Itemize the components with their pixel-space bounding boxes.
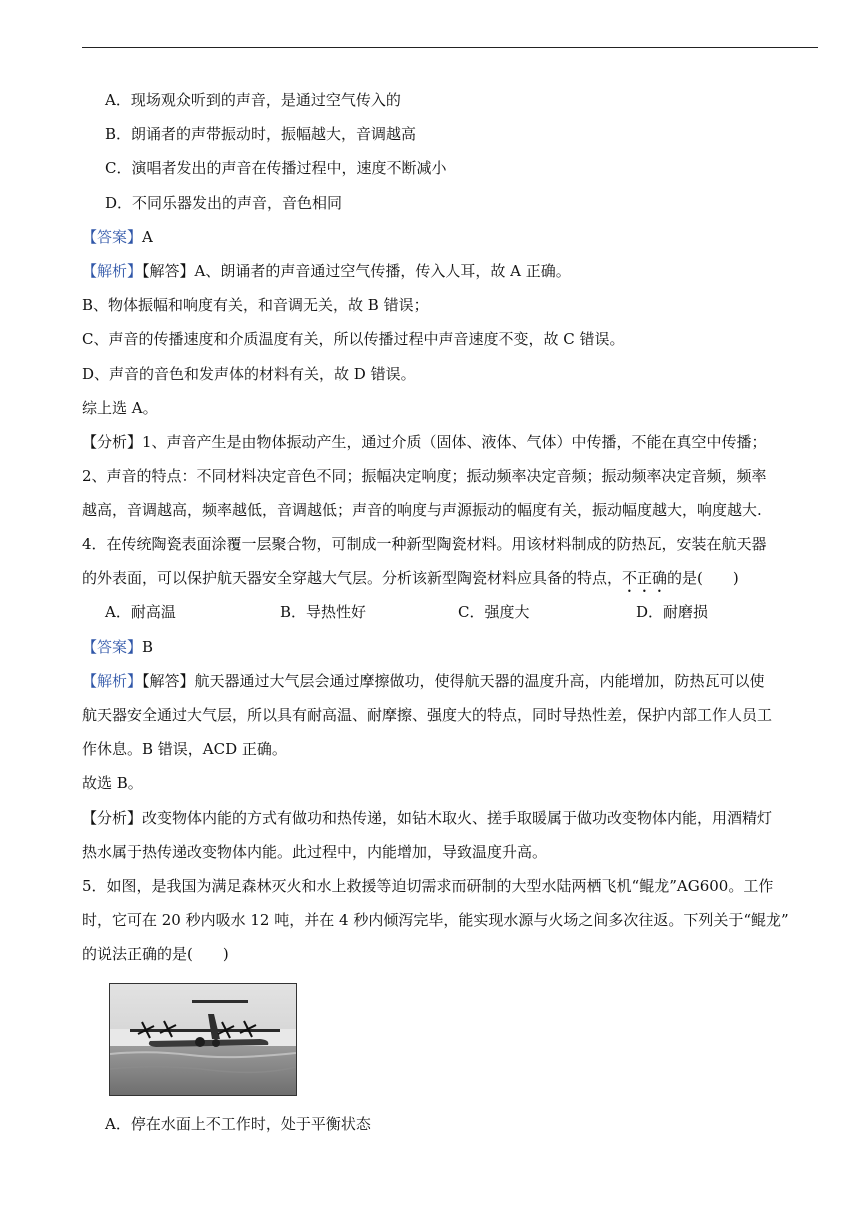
q3-solution-c: C、声音的传播速度和介质温度有关，所以传播过程中声音速度不变，故 C 错误。 (82, 330, 625, 348)
q4-solution-2: 航天器安全通过大气层，所以具有耐高温、耐摩擦、强度大的特点，同时导热性差，保护内部工作人员工 (82, 706, 773, 724)
q4-option-b: B．导热性好 (280, 603, 367, 621)
q3-option-d: D．不同乐器发出的声音，音色相同 (105, 194, 343, 212)
solution-text: 【解答】航天器通过大气层会通过摩擦做功，使得航天器的温度升高，内能增加，防热瓦可以使 (142, 672, 765, 690)
q5-stem-3: 的说法正确的是( ) (82, 945, 229, 963)
solution-text: 【解答】A、朗诵者的声音通过空气传播，传入人耳，故 A 正确。 (142, 262, 571, 280)
q4-stem-2-pre: 的外表面，可以保护航天器安全穿越大气层。分析该新型陶瓷材料应具备的特点， (82, 569, 623, 587)
q3-option-c: C．演唱者发出的声音在传播过程中，速度不断减小 (105, 159, 447, 177)
q3-analysis-2: 2、声音的特点：不同材料决定音色不同；振幅决定响度；振动频率决定音频；振动频率决定音频，频率 (82, 467, 767, 485)
answer-tag: 【答案】 (82, 638, 143, 656)
q4-solution-1 (82, 671, 765, 691)
q3-analysis-3: 越高，音调越高，频率越低，音调越低；声音的响度与声源振动的幅度有关，振动幅度越大，响度越大. (82, 501, 762, 519)
q5-stem-1: 5．如图，是我国为满足森林灭火和水上救援等迫切需求而研制的大型水陆两栖飞机“鲲龙”AG600。工作 (82, 877, 774, 895)
solution-tag: 【解析】 (82, 262, 143, 280)
q3-summary: 综上选 A。 (82, 399, 158, 417)
q4-stem-2-post: 的是( ) (667, 569, 739, 587)
seaplane-photo (109, 983, 297, 1096)
q4-analysis-1: 【分析】改变物体内能的方式有做功和热传递，如钻木取火、搓手取暖属于做功改变物体内能，用酒精灯 (82, 809, 773, 827)
q5-stem-2: 时，它可在 20 秒内吸水 12 吨，并在 4 秒内倾泻完毕，能实现水源与火场之间多次往返。下列关于“鲲龙” (82, 911, 789, 929)
seaplane-image (110, 984, 296, 1095)
answer-value: B (142, 638, 154, 656)
q4-stem-1: 4．在传统陶瓷表面涂覆一层聚合物，可制成一种新型陶瓷材料。用该材料制成的防热瓦，安装在航天器 (82, 535, 767, 553)
q3-answer (82, 227, 153, 247)
q3-option-b: B．朗诵者的声带振动时，振幅越大，音调越高 (105, 125, 417, 143)
solution-tag: 【解析】 (82, 672, 143, 690)
q4-option-d: D．耐磨损 (636, 603, 709, 621)
q4-emphasis-not-correct: 不正确 (622, 569, 668, 587)
q4-option-c: C．强度大 (458, 603, 530, 621)
q3-option-a: A．现场观众听到的声音，是通过空气传入的 (105, 91, 401, 109)
answer-value: A (142, 228, 153, 246)
q4-option-a: A．耐高温 (105, 603, 176, 621)
q3-solution-b: B、物体振幅和响度有关，和音调无关，故 B 错误； (82, 296, 429, 314)
q3-analysis-1: 【分析】1、声音产生是由物体振动产生，通过介质（固体、液体、气体）中传播，不能在真空中传播； (82, 433, 767, 451)
q4-stem-2 (82, 568, 739, 596)
q4-answer (82, 637, 153, 657)
q4-solution-3: 作休息。B 错误，ACD 正确。 (82, 740, 287, 758)
q4-summary: 故选 B。 (82, 774, 143, 792)
q4-analysis-2: 热水属于热传递改变物体内能。此过程中，内能增加，导致温度升高。 (82, 843, 548, 861)
header-rule (82, 47, 818, 48)
q5-option-a: A．停在水面上不工作时，处于平衡状态 (105, 1115, 371, 1133)
q3-solution-d: D、声音的音色和发声体的材料有关，故 D 错误。 (82, 365, 416, 383)
q3-solution (82, 261, 571, 281)
answer-tag: 【答案】 (82, 228, 143, 246)
